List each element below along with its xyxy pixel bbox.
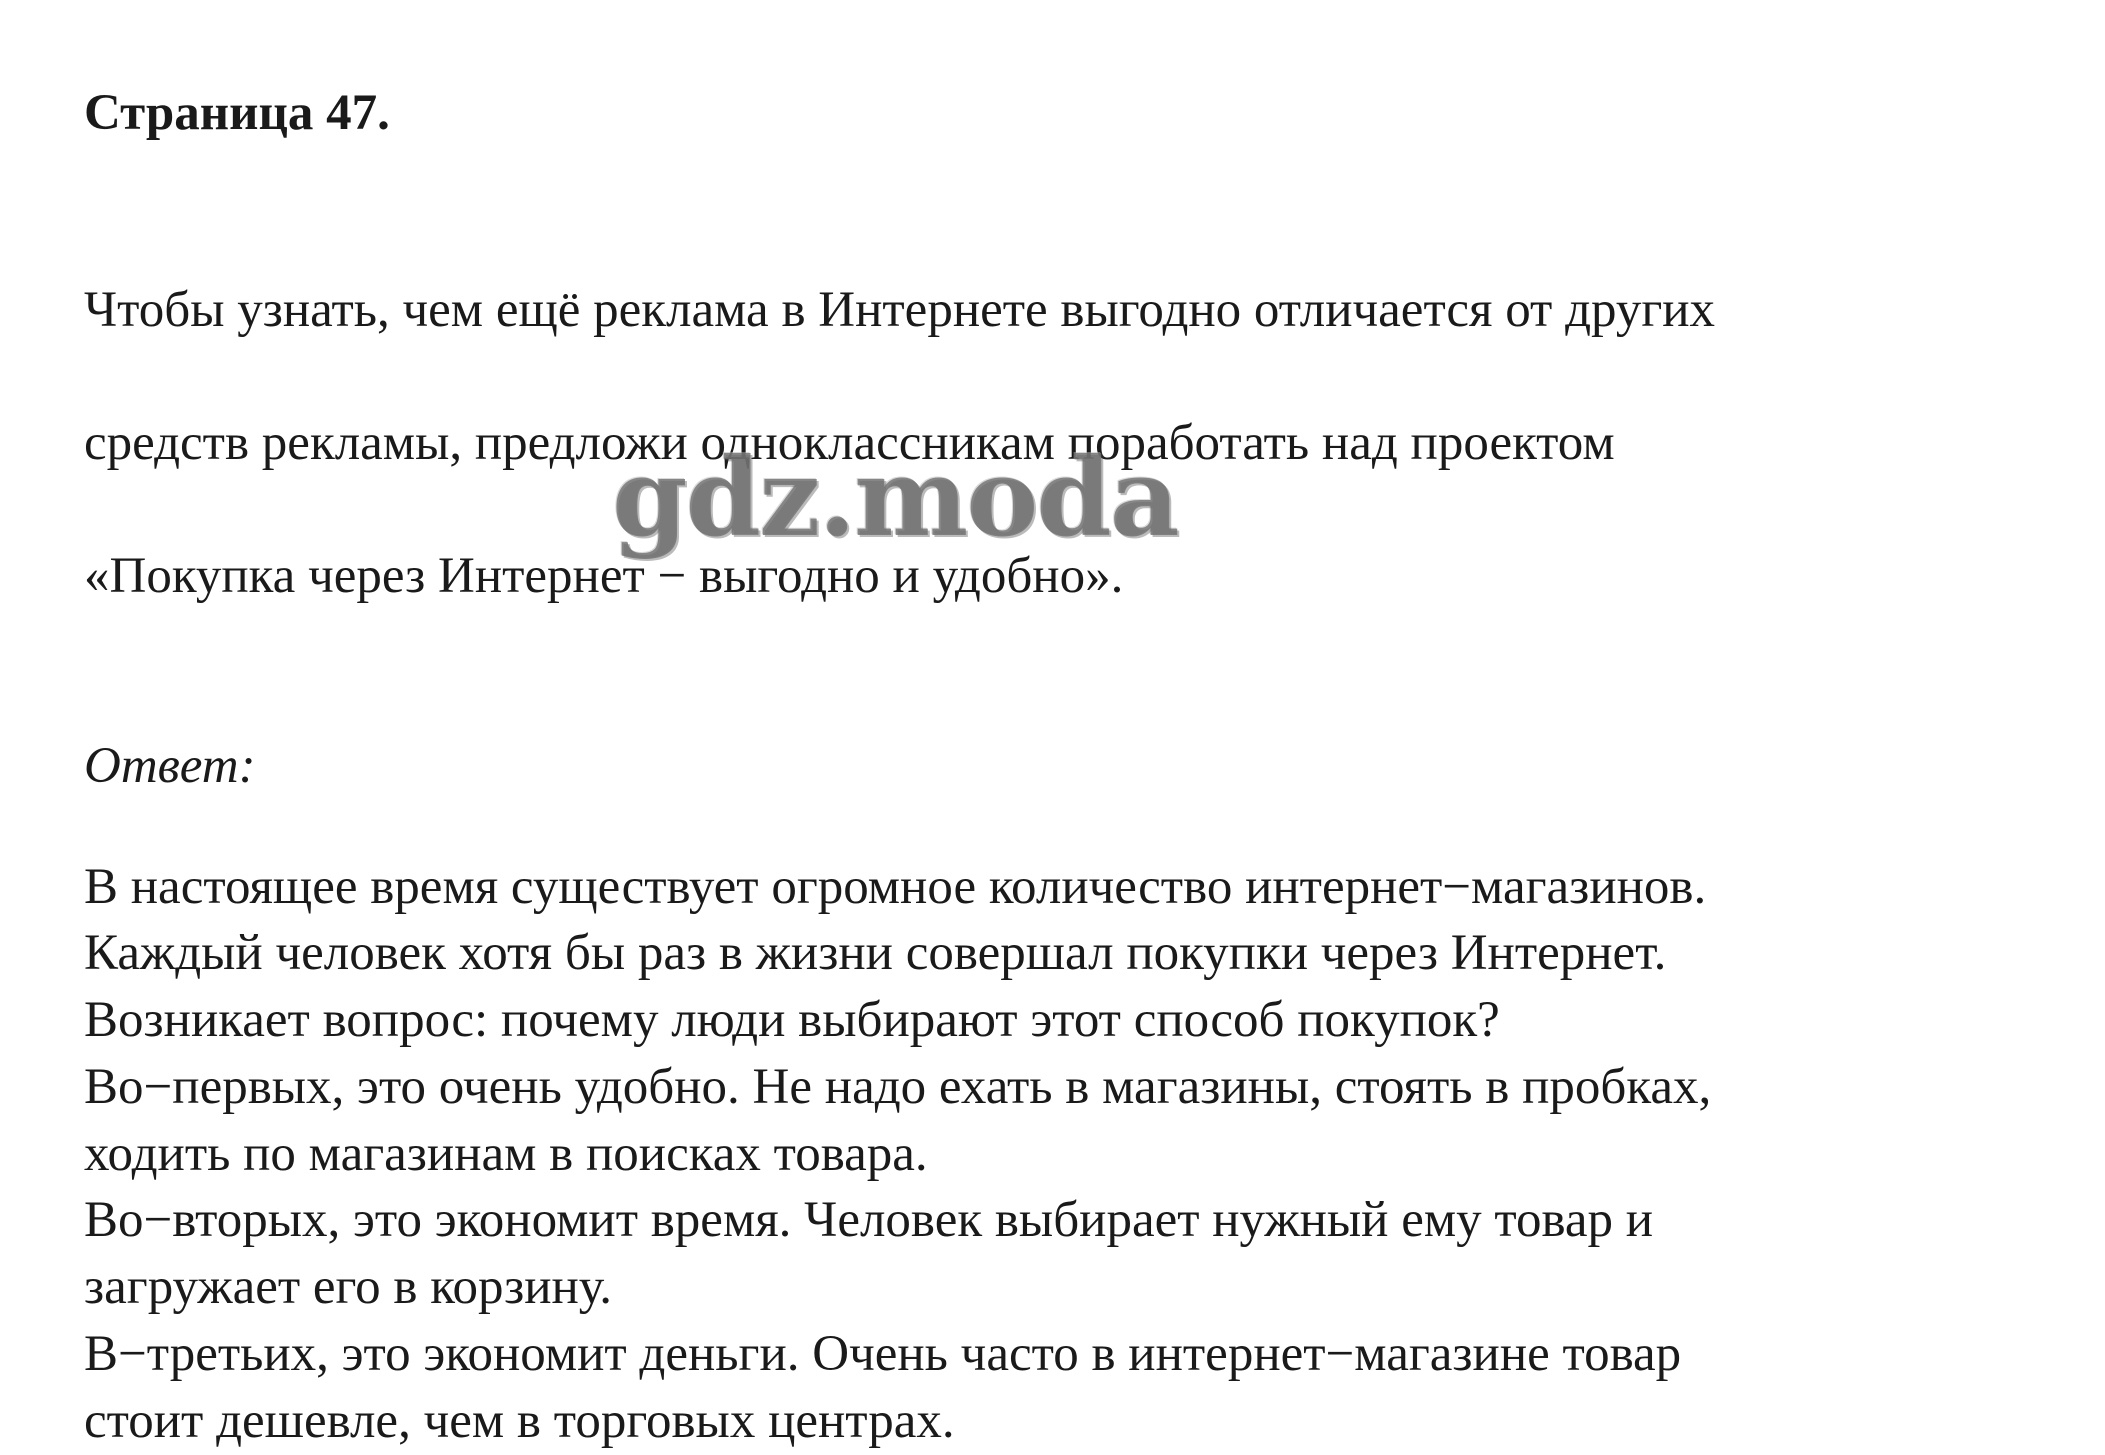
page-title: Страница 47. [84, 85, 390, 141]
task-line: средств рекламы, предложи одноклассникам поработать над проектом [84, 414, 1615, 471]
answer-label: Ответ: [84, 737, 256, 794]
answer-line: Во−вторых, это экономит время. Человек выбирает нужный ему товар и [84, 1192, 1654, 1249]
answer-line: В−третьих, это экономит деньги. Очень часто в интернет−магазине товар [84, 1326, 1682, 1383]
task-line: «Покупка через Интернет − выгодно и удобно». [84, 547, 1124, 604]
document-page [84, 80, 2044, 1455]
answer-line: Во−первых, это очень удобно. Не надо ехать в магазины, стоять в пробках, [84, 1058, 1712, 1115]
task-text [84, 210, 2044, 676]
answer-text [84, 854, 2044, 1455]
task-line: Чтобы узнать, чем ещё реклама в Интернете выгодно отличается от других [84, 281, 1716, 338]
watermark-logo: gdz.moda [612, 435, 1178, 561]
answer-line: Возникает вопрос: почему люди выбирают этот способ покупок? [84, 992, 1500, 1049]
answer-line: В настоящее время существует огромное количество интернет−магазинов. [84, 858, 1707, 915]
answer-line: Каждый человек хотя бы раз в жизни совершал покупки через Интернет. [84, 925, 1667, 982]
answer-line: стоит дешевле, чем в торговых центрах. [84, 1392, 955, 1449]
answer-line: загружает его в корзину. [84, 1259, 612, 1316]
answer-line: ходить по магазинам в поисках товара. [84, 1125, 928, 1182]
